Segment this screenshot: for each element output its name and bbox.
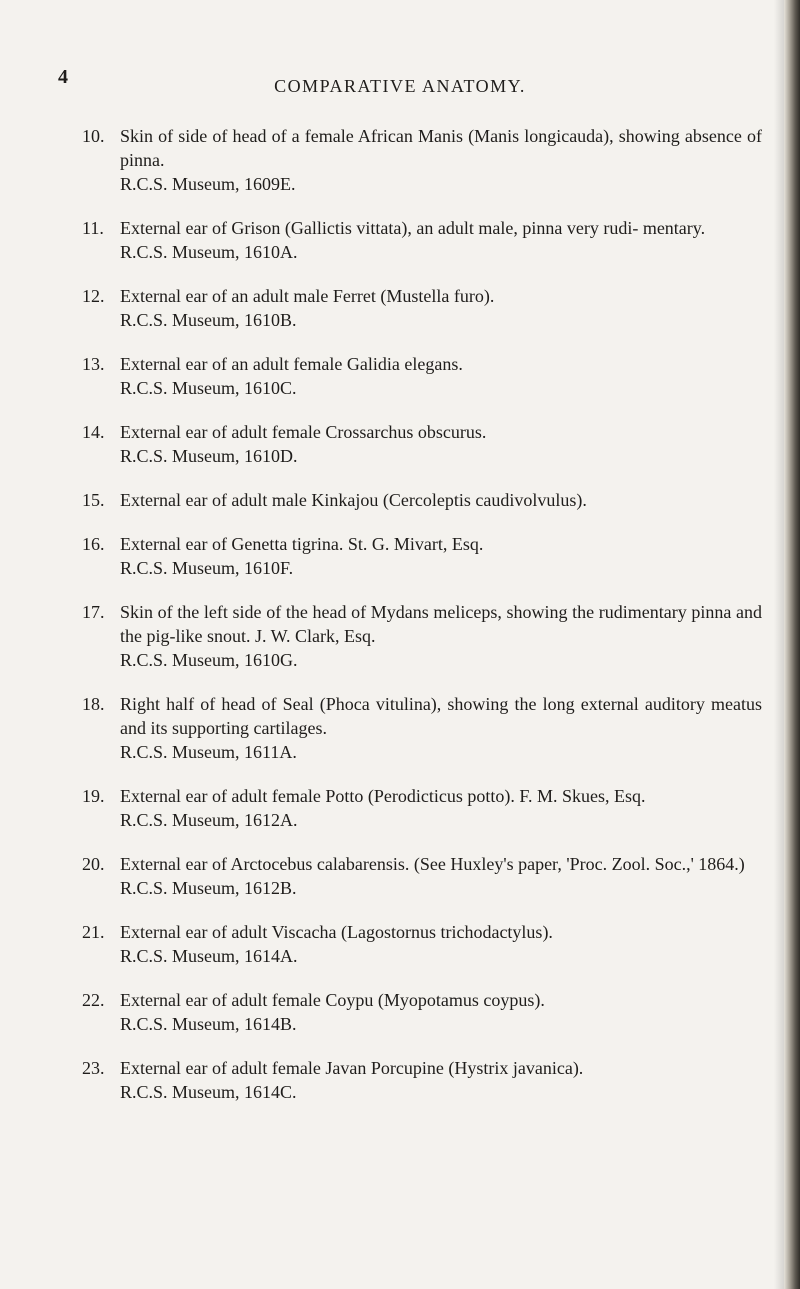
entry-description: External ear of adult Viscacha (Lagostornus trichodactylus). [120,922,553,942]
entry-19 [82,784,762,832]
entry-description: External ear of Grison (Gallictis vittata), an adult male, pinna very rudi- mentary. [120,218,706,238]
entry-reference: R.C.S. Museum, 1614C. [120,1082,297,1102]
entry-description: External ear of adult female Coypu (Myopotamus coypus). [120,990,545,1010]
page-edge-shadow [774,0,784,1289]
entry-number: 14. [82,422,105,442]
entry-reference: R.C.S. Museum, 1612B. [120,878,297,898]
entry-number: 23. [82,1058,105,1078]
entry-15 [82,488,762,512]
entry-13 [82,352,762,400]
entry-17 [82,600,762,672]
entry-22 [82,988,762,1036]
entry-20 [82,852,762,900]
entry-description: Right half of head of Seal (Phoca vitulina), showing the long external auditory meatus and its supporting cartilages. [120,694,762,738]
catalogue-entries [82,118,762,1104]
entry-description: Skin of the left side of the head of Mydans meliceps, showing the rudimentary pinna and the pig-like snout. J. W. Clark, Esq. [120,602,762,646]
entry-23 [82,1056,762,1104]
running-title: COMPARATIVE ANATOMY. [274,76,526,96]
entry-number: 15. [82,490,105,510]
entry-number: 21. [82,922,105,942]
entry-number: 13. [82,354,105,374]
entry-reference: R.C.S. Museum, 1610A. [120,242,298,262]
entry-reference: R.C.S. Museum, 1612A. [120,810,298,830]
entry-description: External ear of adult female Crossarchus obscurus. [120,422,487,442]
entry-description: External ear of an adult female Galidia elegans. [120,354,463,374]
entry-11 [82,216,762,264]
entry-description: Skin of side of head of a female African Manis (Manis longicauda), showing absence of pinna. [120,126,762,170]
entry-description: External ear of an adult male Ferret (Mustella furo). [120,286,495,306]
page-number: 4 [58,66,68,88]
entry-number: 20. [82,854,105,874]
entry-reference: R.C.S. Museum, 1610F. [120,558,294,578]
entry-10 [82,124,762,196]
entry-16 [82,532,762,580]
entry-number: 11. [82,218,104,238]
entry-number: 12. [82,286,105,306]
entry-number: 18. [82,694,105,714]
entry-description: External ear of adult male Kinkajou (Cercoleptis caudivolvulus). [120,490,587,510]
entry-reference: R.C.S. Museum, 1609E. [120,174,296,194]
entry-description: External ear of Arctocebus calabarensis. (See Huxley's paper, 'Proc. Zool. Soc.,' 1864.) [120,854,745,874]
entry-number: 22. [82,990,105,1010]
entry-21 [82,920,762,968]
entry-reference: R.C.S. Museum, 1614B. [120,1014,297,1034]
entry-number: 16. [82,534,105,554]
book-spine-edge [784,0,800,1289]
entry-number: 17. [82,602,105,622]
entry-reference: R.C.S. Museum, 1610D. [120,446,298,466]
entry-reference: R.C.S. Museum, 1610C. [120,378,297,398]
entry-reference: R.C.S. Museum, 1610B. [120,310,297,330]
entry-description: External ear of adult female Potto (Perodicticus potto). F. M. Skues, Esq. [120,786,646,806]
entry-reference: R.C.S. Museum, 1614A. [120,946,298,966]
entry-description: External ear of adult female Javan Porcupine (Hystrix javanica). [120,1058,584,1078]
entry-14 [82,420,762,468]
entry-description: External ear of Genetta tigrina. St. G. Mivart, Esq. [120,534,484,554]
entry-reference: R.C.S. Museum, 1611A. [120,742,297,762]
entry-18 [82,692,762,764]
entry-reference: R.C.S. Museum, 1610G. [120,650,298,670]
entry-12 [82,284,762,332]
entry-number: 19. [82,786,105,806]
entry-number: 10. [82,126,105,146]
